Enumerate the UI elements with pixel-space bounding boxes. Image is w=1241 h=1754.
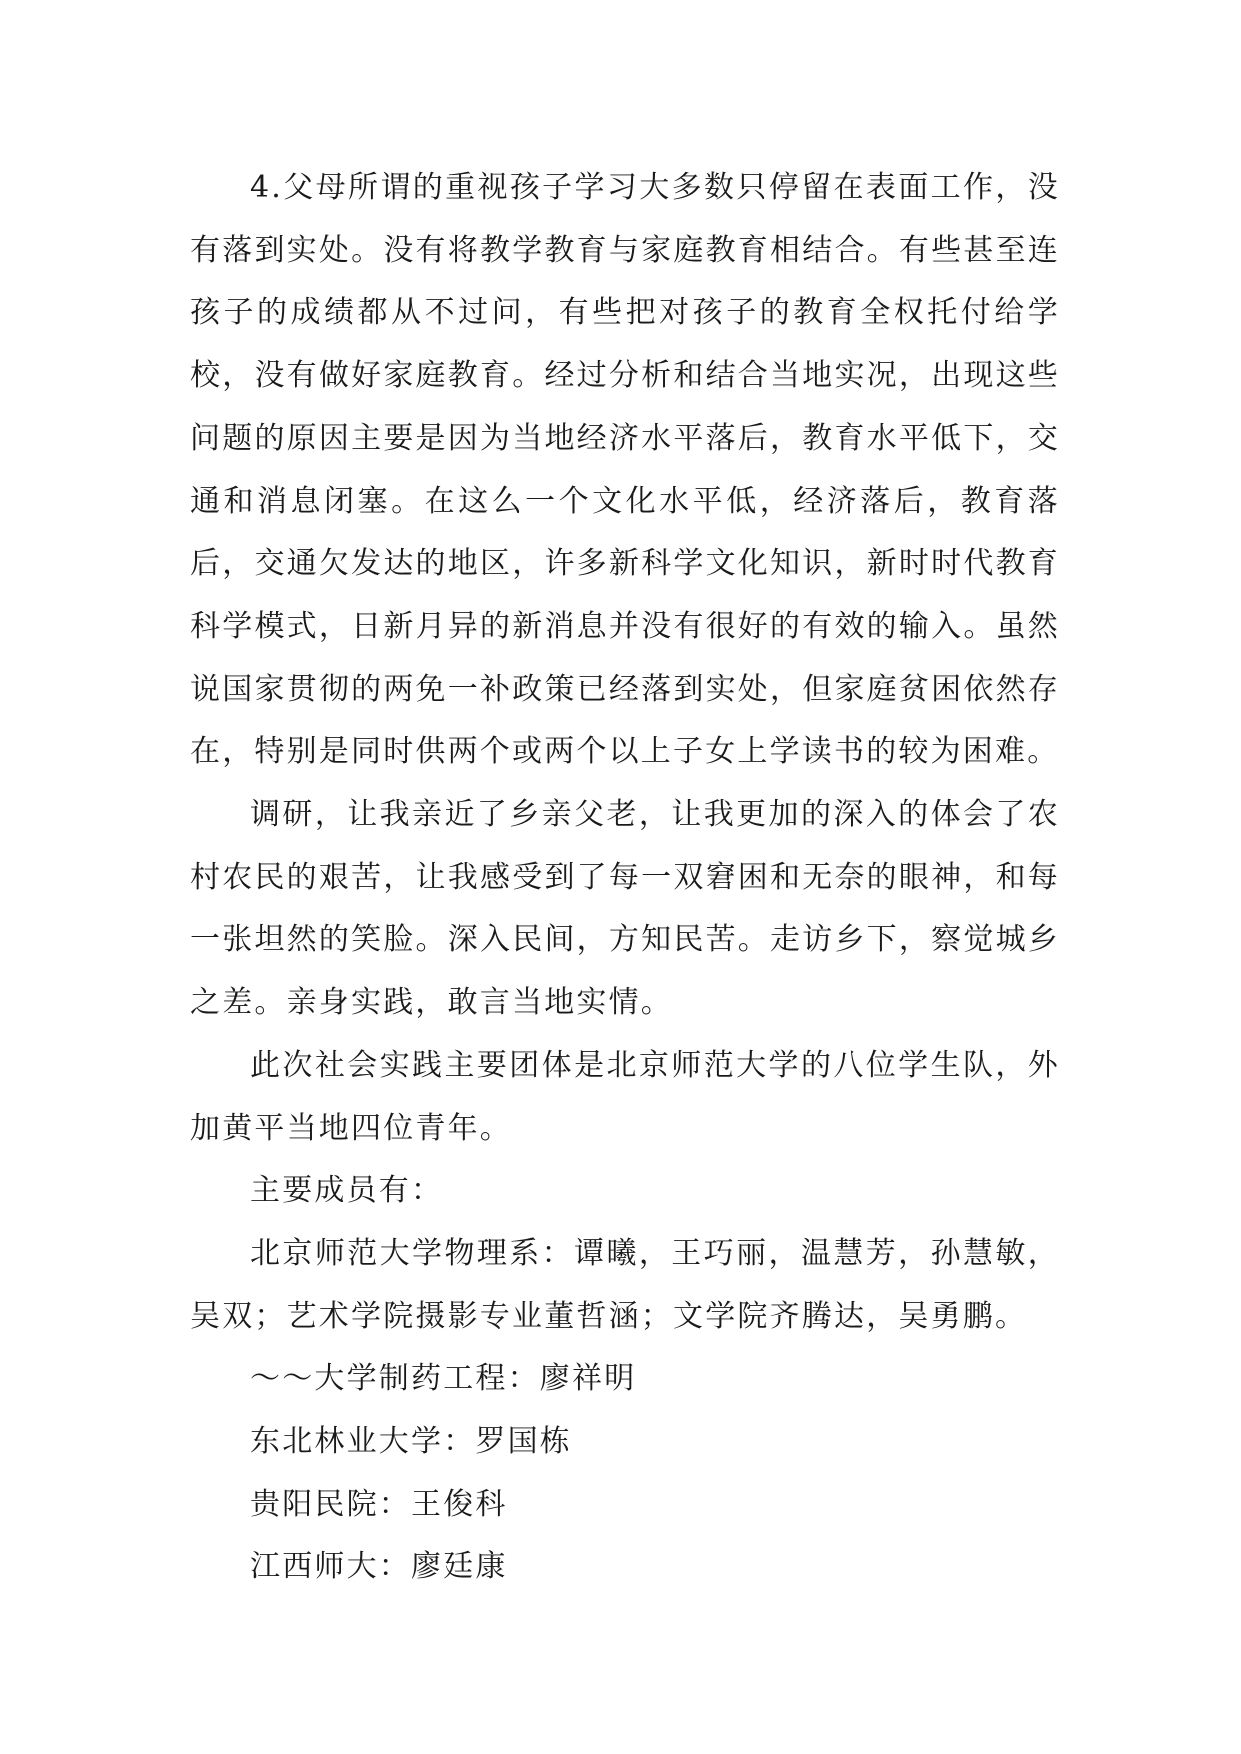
member-line-jiangxi: 江西师大：廖廷康 xyxy=(250,1549,508,1585)
member-line-pharma: ～～大学制药工程：廖祥明 xyxy=(250,1361,637,1397)
paragraph-members-heading: 主要成员有： xyxy=(250,1173,444,1209)
paragraph-practice-team: 此次社会实践主要团体是北京师范大学的八位学生队，外加黄平当地四位青年。 xyxy=(190,1047,1060,1146)
member-line-nefu: 东北林业大学：罗国栋 xyxy=(250,1424,572,1460)
paragraph-research-reflection: 调研，让我亲近了乡亲父老，让我更加的深入的体会了农村农民的艰苦，让我感受到了每一双窘困和无奈的眼神，和每一张坦然的笑脸。深入民间，方知民苦。走访乡下，察觉城乡之差。亲身实践，敢言当地实情。 xyxy=(190,797,1060,1021)
paragraph-parent-issues: 4.父母所谓的重视孩子学习大多数只停留在表面工作，没有落到实处。没有将教学教育与家庭教育相结合。有些甚至连孩子的成绩都从不过问，有些把对孩子的教育全权托付给学校，没有做好家庭教育。经过分析和结合当地实况，出现这些问题的原因主要是因为当地经济水平落后，教育水平低下，交通和消息闭塞。在这么一个文化水平低，经济落后，教育落后，交通欠发达的地区，许多新科学文化知识，新时时代教育科学模式，日新月异的新消息并没有很好的有效的输入。虽然说国家贯彻的两免一补政策已经落到实处，但家庭贫困依然存在，特别是同时供两个或两个以上子女上学读书的较为困难。 xyxy=(190,170,1060,770)
document-body xyxy=(190,157,1060,1599)
paragraph-bnu-members: 北京师范大学物理系：谭曦，王巧丽，温慧芳，孙慧敏，吴双；艺术学院摄影专业董哲涵；文学院齐腾达，吴勇鹏。 xyxy=(190,1235,1060,1334)
member-line-guiyang: 贵阳民院：王俊科 xyxy=(250,1486,508,1522)
